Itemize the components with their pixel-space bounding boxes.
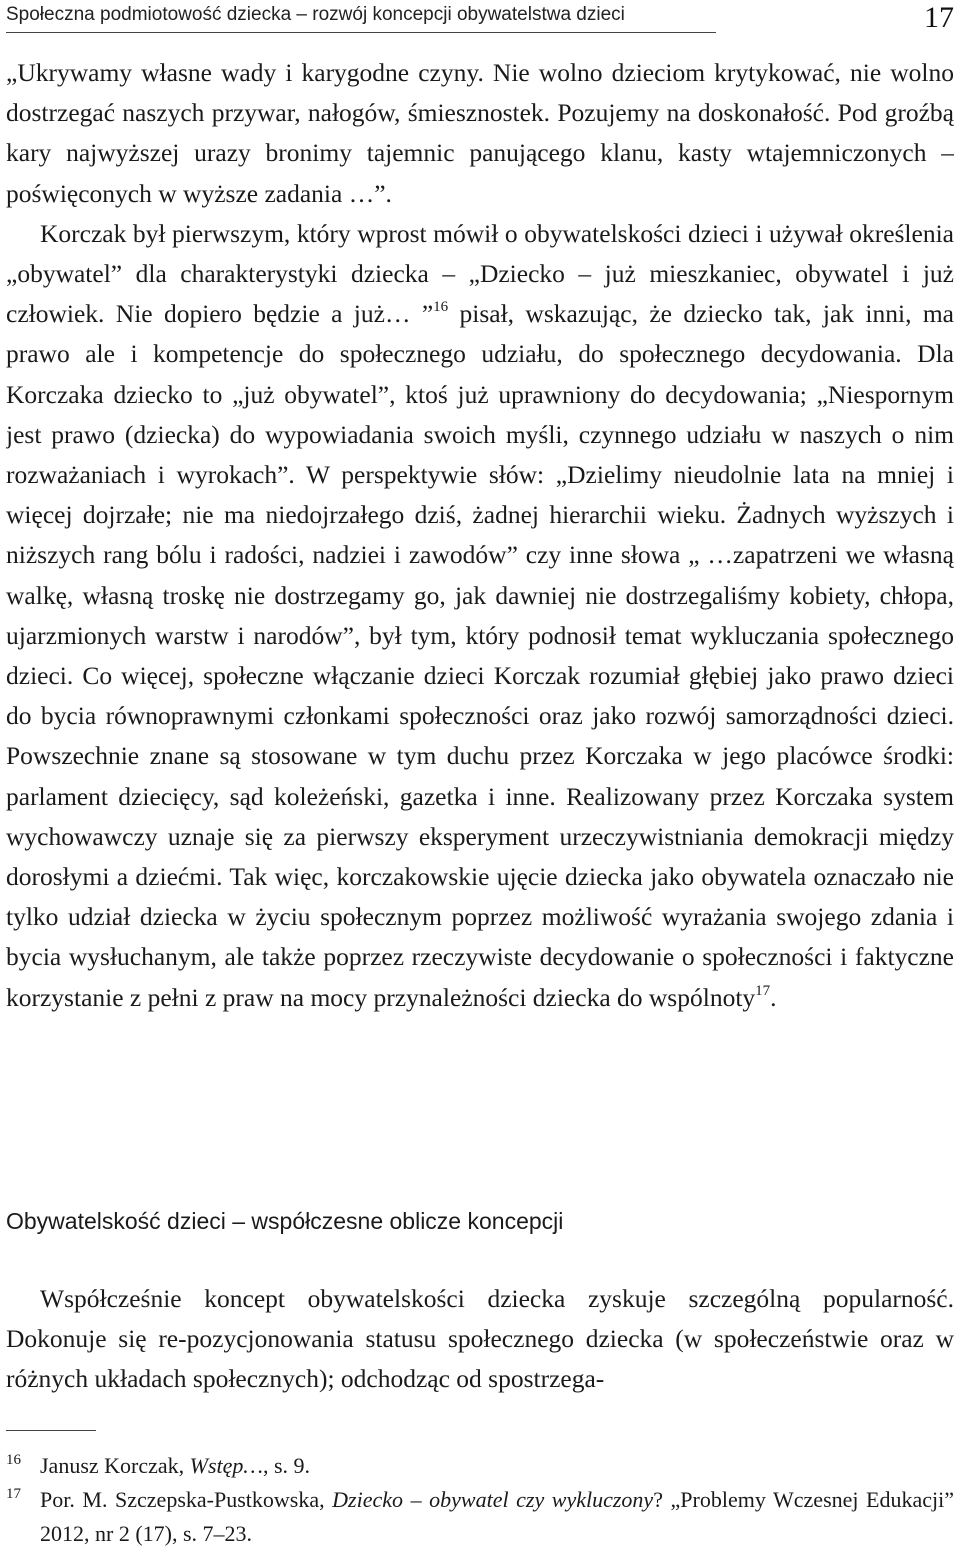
- footnote-title: Dziecko – obywatel czy wykluczony: [332, 1487, 654, 1512]
- quote-fragment: „Ukrywamy własne wady i karygodne czyny. Nie wolno dzieciom krytykować, nie wolno dostrzegać naszych przywar, nałogów, śmiesznostek. Pozujemy na doskonałość. Pod groźbą kary najwyższej urazy bronimy tajemnic panującego klanu, kasty wtajemniczonych – poświęconych w wyższe zadania …”.: [6, 58, 954, 208]
- footnotes: [6, 1449, 954, 1551]
- section-heading: Obywatelskość dzieci – współczesne oblicze koncepcji: [6, 1208, 564, 1234]
- footnote-rest: , s. 9.: [263, 1453, 311, 1478]
- footnote-number: 17: [6, 1486, 21, 1502]
- footnote-author: Janusz Korczak,: [40, 1453, 190, 1478]
- footnote-number: 16: [6, 1452, 21, 1468]
- paragraph-text-continued: pisał, wskazując, że dziecko tak, jak inni, ma prawo ale i kompetencje do społecznego udziału, do społecznego decydowania. Dla Korczaka dziecko to „już obywatel”, ktoś już uprawniony do decydowania; „Niespornym jest prawo (dziecka) do wypowiadania swoich myśli, czynnego udziału w naszych o nim rozważaniach i wyrokach”. W perspektywie słów: „Dzielimy nieudolnie lata na mniej i więcej dojrzałe; nie ma niedojrzałego dziś, żadnej hierarchii wieku. Żadnych wyższych i niższych rang bólu i radości, nadziei i zawodów” czy inne słowa „ …zapatrzeni we własną walkę, własną troskę nie dostrzegamy go, jak dawniej nie dostrzegaliśmy kobiety, chłopa, ujarzmionych warstw i narodów”, był tym, który podnosił temat wykluczania społecznego dzieci. Co więcej, społeczne włączanie dzieci Korczak rozumiał głębiej jako prawo dzieci do bycia równoprawnymi członkami społeczności oraz jako rozwój samorządności dzieci. Powszechnie znane są stosowane w tym duchu przez Korczaka w jego placówce środki: parlament dziecięcy, sąd koleżeński, gazetka i inne. Realizowany przez Korczaka system wychowawczy uznaje się za pierwszy eksperyment urzeczywistniania demokracji między dorosłymi a dziećmi. Tak więc, korczakowskie ujęcie dziecka jako obywatela oznaczało nie tylko udział dziecka w życiu społecznym poprzez możliwość wyrażania swojego zdania i bycia wysłuchanym, ale także poprzez rzeczywiste decydowanie o społeczności i faktyczne korzystanie z pełni z praw na mocy przynależności dziecka do wspólnoty: [6, 299, 954, 1012]
- running-header: [6, 2, 716, 33]
- running-title: Społeczna podmiotowość dziecka – rozwój koncepcji obywatelstwa dzieci: [6, 4, 625, 25]
- footnote-rest: ? „Problemy Wczesnej Edukacji” 2012, nr 2 (17), s. 7–23.: [40, 1487, 955, 1546]
- paragraph-text: Korczak był pierwszym, który wprost mówił o obywatelskości dzieci i używał określenia „obywatel” dla charakterystyki dziecka – „Dziecko – już mieszkaniec, obywatel i już człowiek. Nie dopiero będzie a już… ”: [6, 218, 954, 329]
- footnote-author: Por. M. Szczepska-Pustkowska,: [40, 1487, 333, 1512]
- paragraph-end-punctuation: .: [770, 982, 777, 1012]
- footnote-17: [6, 1483, 954, 1551]
- page-number: 17: [924, 1, 954, 34]
- footnote-16: [6, 1449, 954, 1483]
- footnote-ref-17[interactable]: 17: [755, 982, 771, 999]
- footnote-ref-16[interactable]: 16: [433, 299, 449, 316]
- body-paragraph-2: [6, 1279, 954, 1404]
- paragraph-text: Współcześnie koncept obywatelskości dziecka zyskuje szczególną popularność. Dokonuje się re-pozycjonowania statusu społecznego dziecka (w społeczeństwie oraz w różnych układach społecznych); odchodząc od spostrzega-: [6, 1284, 954, 1394]
- footnote-title: Wstęp…: [189, 1453, 263, 1478]
- body-paragraph-1: [6, 53, 954, 1123]
- footnote-divider: [6, 1430, 96, 1431]
